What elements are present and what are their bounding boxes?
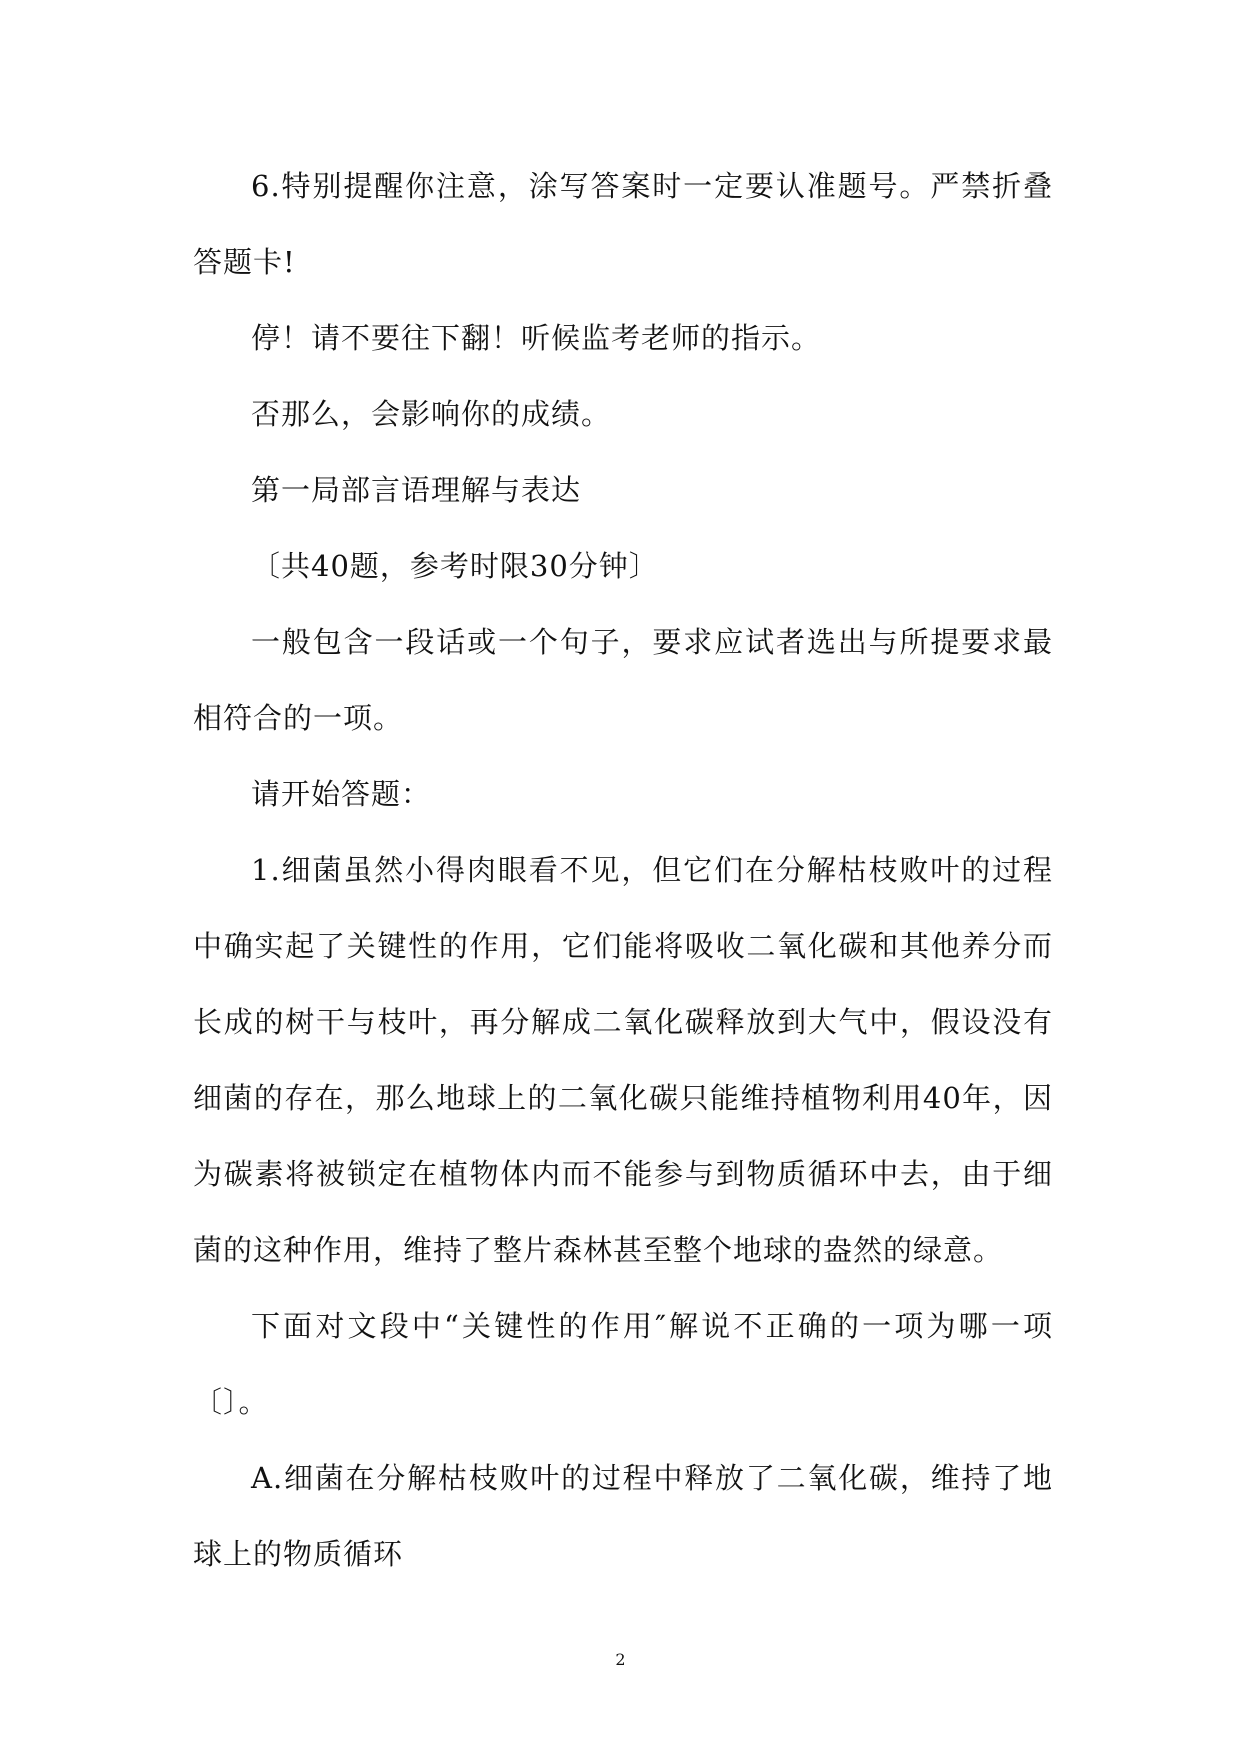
section-info: 〔共40题，参考时限30分钟〕 <box>251 549 659 583</box>
page-number: 2 <box>615 1650 626 1669</box>
question-1-option-a: A.细菌在分解枯枝败叶的过程中释放了二氧化碳，维持了地球上的物质循环 <box>193 1461 1053 1571</box>
section-description: 一般包含一段话或一个句子，要求应试者选出与所提要求最相符合的一项。 <box>193 625 1053 735</box>
warning-notice: 否那么，会影响你的成绩。 <box>251 397 612 431</box>
question-1-prompt: 下面对文段中“关键性的作用″解说不正确的一项为哪一项〔〕。 <box>193 1309 1053 1419</box>
question-1-passage: 1.细菌虽然小得肉眼看不见，但它们在分解枯枝败叶的过程中确实起了关键性的作用，它们能将吸收二氧化碳和其他养分而长成的树干与枝叶，再分解成二氧化碳释放到大气中，假设没有细菌的存在，那么地球上的二氧化碳只能维持植物利用40年，因为碳素将被锁定在植物体内而不能参与到物质循环中去，由于细菌的这种作用，维持了整片森林甚至整个地球的盎然的绿意。 <box>193 853 1053 1267</box>
document-body <box>193 148 1053 1592</box>
start-prompt: 请开始答题： <box>251 777 432 811</box>
stop-notice: 停！请不要往下翻！听候监考老师的指示。 <box>251 321 822 355</box>
instruction-reminder: 6.特别提醒你注意，涂写答案时一定要认准题号。严禁折叠答题卡! <box>193 169 1053 279</box>
section-title: 第一局部言语理解与表达 <box>251 473 582 507</box>
